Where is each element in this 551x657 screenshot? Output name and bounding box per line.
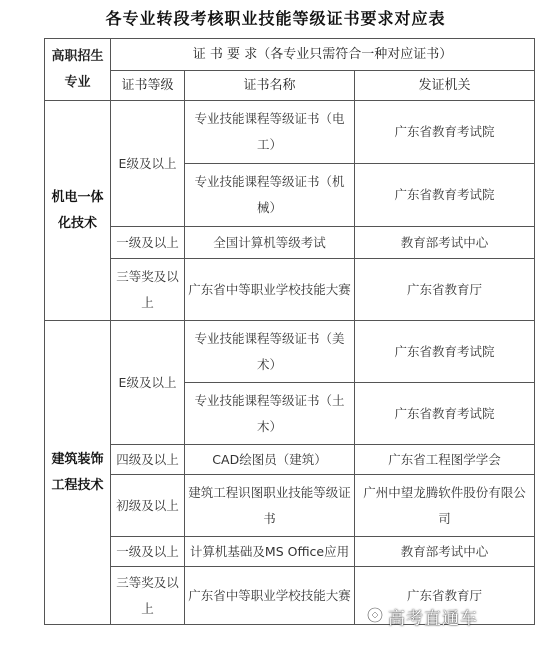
header-row-1: [45, 39, 535, 71]
major-header-line1: 高职招生: [51, 48, 104, 64]
table-row: [45, 259, 535, 321]
level-cell: 一级及以上: [111, 227, 185, 259]
level-cell: E级及以上: [111, 101, 185, 227]
issuer-cell: 广东省工程图学学会: [355, 445, 535, 475]
issuer-cell: 广东省教育考试院: [355, 383, 535, 445]
table-row: [45, 321, 535, 383]
issuer-cell: 广东省教育考试院: [355, 101, 535, 164]
issuer-cell: 广东省教育考试院: [355, 321, 535, 383]
document-title: 各专业转段考核职业技能等级证书要求对应表: [105, 9, 446, 28]
level-cell: E级及以上: [111, 321, 185, 445]
level-cell: 三等奖及以上: [111, 567, 185, 625]
header-row-2: [45, 71, 535, 101]
level-cell: 初级及以上: [111, 475, 185, 537]
level-cell: 一级及以上: [111, 537, 185, 567]
major-cell: 机电一体化技术: [45, 101, 111, 321]
major-header: [45, 39, 111, 101]
table-row: [45, 227, 535, 259]
name-header: 证书名称: [185, 71, 355, 101]
table-row: [45, 537, 535, 567]
issuer-header: 发证机关: [355, 71, 535, 101]
name-cell: 全国计算机等级考试: [185, 227, 355, 259]
issuer-cell: 广州中望龙腾软件股份有限公司: [355, 475, 535, 537]
name-cell: 建筑工程识图职业技能等级证书: [185, 475, 355, 537]
name-cell: 专业技能课程等级证书（美术）: [185, 321, 355, 383]
level-cell: 三等奖及以上: [111, 259, 185, 321]
certificate-table: [44, 38, 535, 625]
name-cell: 专业技能课程等级证书（电工）: [185, 101, 355, 164]
table-row: [45, 475, 535, 537]
table-row: [45, 101, 535, 164]
name-cell: CAD绘图员（建筑）: [185, 445, 355, 475]
name-cell: 计算机基础及MS Office应用: [185, 537, 355, 567]
level-cell: 四级及以上: [111, 445, 185, 475]
name-cell: 专业技能课程等级证书（土木）: [185, 383, 355, 445]
name-cell: 广东省中等职业学校技能大赛: [185, 567, 355, 625]
major-cell: 建筑装饰工程技术: [45, 321, 111, 625]
issuer-cell: 教育部考试中心: [355, 227, 535, 259]
issuer-cell: 广东省教育考试院: [355, 164, 535, 227]
level-header: 证书等级: [111, 71, 185, 101]
major-header-line2: 专业: [64, 74, 91, 90]
issuer-cell: 教育部考试中心: [355, 537, 535, 567]
watermark-logo-icon: [366, 606, 384, 624]
issuer-cell: 广东省教育厅: [355, 259, 535, 321]
requirement-header: 证 书 要 求（各专业只需符合一种对应证书）: [111, 39, 535, 71]
table-row: [45, 445, 535, 475]
name-cell: 广东省中等职业学校技能大赛: [185, 259, 355, 321]
name-cell: 专业技能课程等级证书（机械）: [185, 164, 355, 227]
issuer-cell: 广东省教育厅: [355, 567, 535, 625]
watermark-text: 高考直通车: [388, 609, 478, 629]
